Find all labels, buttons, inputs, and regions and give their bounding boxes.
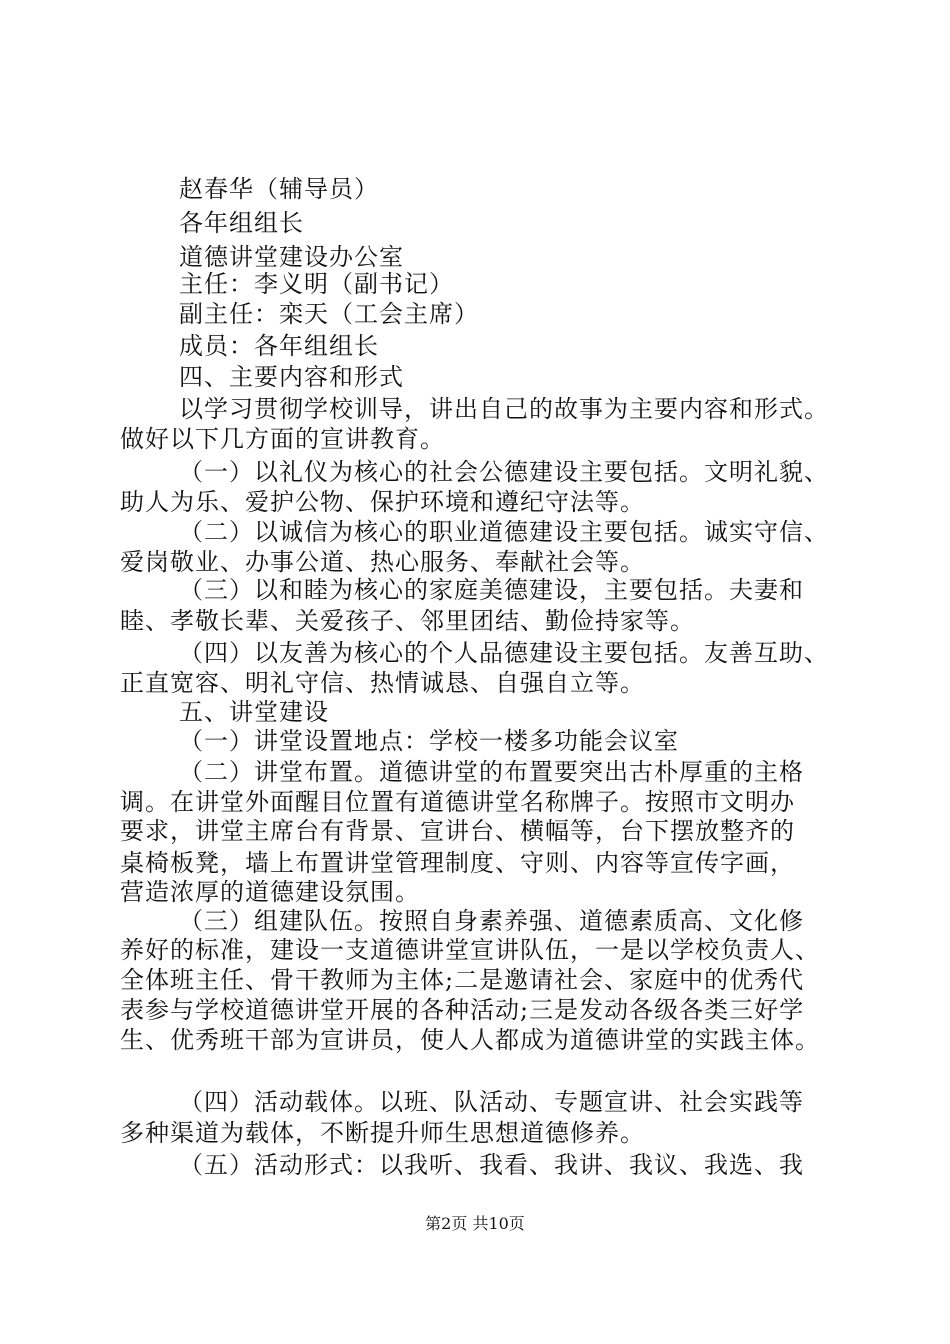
text-line: 赵春华（辅导员） (179, 175, 379, 203)
text-line: （一）以礼仪为核心的社会公德建设主要包括。文明礼貌、 (179, 458, 829, 486)
text-line: （二）以诚信为核心的职业道德建设主要包括。诚实守信、 (179, 518, 829, 546)
text-line: 营造浓厚的道德建设氛围。 (120, 878, 420, 906)
text-line: 助人为乐、爱护公物、保护环境和遵纪守法等。 (120, 488, 645, 516)
text-line: （四）以友善为核心的个人品德建设主要包括。友善互助、 (179, 639, 829, 667)
text-line: （四）活动载体。以班、队活动、专题宣讲、社会实践等 (179, 1088, 804, 1116)
text-line: （三）以和睦为核心的家庭美德建设，主要包括。夫妻和 (179, 576, 804, 604)
text-line: 主任：李义明（副书记） (179, 270, 454, 298)
text-line: 养好的标准，建设一支道德讲堂宣讲队伍，一是以学校负责人、 (120, 936, 820, 964)
page-number-footer: 第2页 共10页 (425, 1214, 525, 1233)
text-line: 桌椅板凳，墙上布置讲堂管理制度、守则、内容等宣传字画， (120, 849, 795, 877)
text-line: 做好以下几方面的宣讲教育。 (120, 425, 445, 453)
text-line: （三）组建队伍。按照自身素养强、道德素质高、文化修 (179, 907, 804, 935)
text-line: 多种渠道为载体，不断提升师生思想道德修养。 (120, 1119, 645, 1147)
text-line: 各年组组长 (179, 209, 304, 237)
text-line: 要求，讲堂主席台有背景、宣讲台、横幅等，台下摆放整齐的 (120, 817, 795, 845)
text-line: （二）讲堂布置。道德讲堂的布置要突出古朴厚重的主格 (179, 758, 804, 786)
text-line: 表参与学校道德讲堂开展的各种活动;三是发动各级各类三好学 (120, 996, 805, 1024)
text-line: 生、优秀班干部为宣讲员，使人人都成为道德讲堂的实践主体。 (120, 1026, 820, 1054)
text-line: 以学习贯彻学校训导，讲出自己的故事为主要内容和形式。 (179, 395, 829, 423)
text-line: 道德讲堂建设办公室 (179, 243, 404, 271)
text-line: 副主任：栾天（工会主席） (179, 300, 479, 328)
text-line: 全体班主任、骨干教师为主体;二是邀请社会、家庭中的优秀代 (120, 966, 805, 994)
section-heading: 五、讲堂建设 (179, 698, 329, 726)
section-heading: 四、主要内容和形式 (179, 363, 404, 391)
text-line: 成员：各年组组长 (179, 332, 379, 360)
text-line: 睦、孝敬长辈、关爱孩子、邻里团结、勤俭持家等。 (120, 607, 695, 635)
text-line: （五）活动形式：以我听、我看、我讲、我议、我选、我 (179, 1151, 804, 1179)
text-line: 爱岗敬业、办事公道、热心服务、奉献社会等。 (120, 548, 645, 576)
text-line: 正直宽容、明礼守信、热情诚恳、自强自立等。 (120, 669, 645, 697)
text-line: （一）讲堂设置地点：学校一楼多功能会议室 (179, 727, 679, 755)
text-line: 调。在讲堂外面醒目位置有道德讲堂名称牌子。按照市文明办 (120, 788, 795, 816)
